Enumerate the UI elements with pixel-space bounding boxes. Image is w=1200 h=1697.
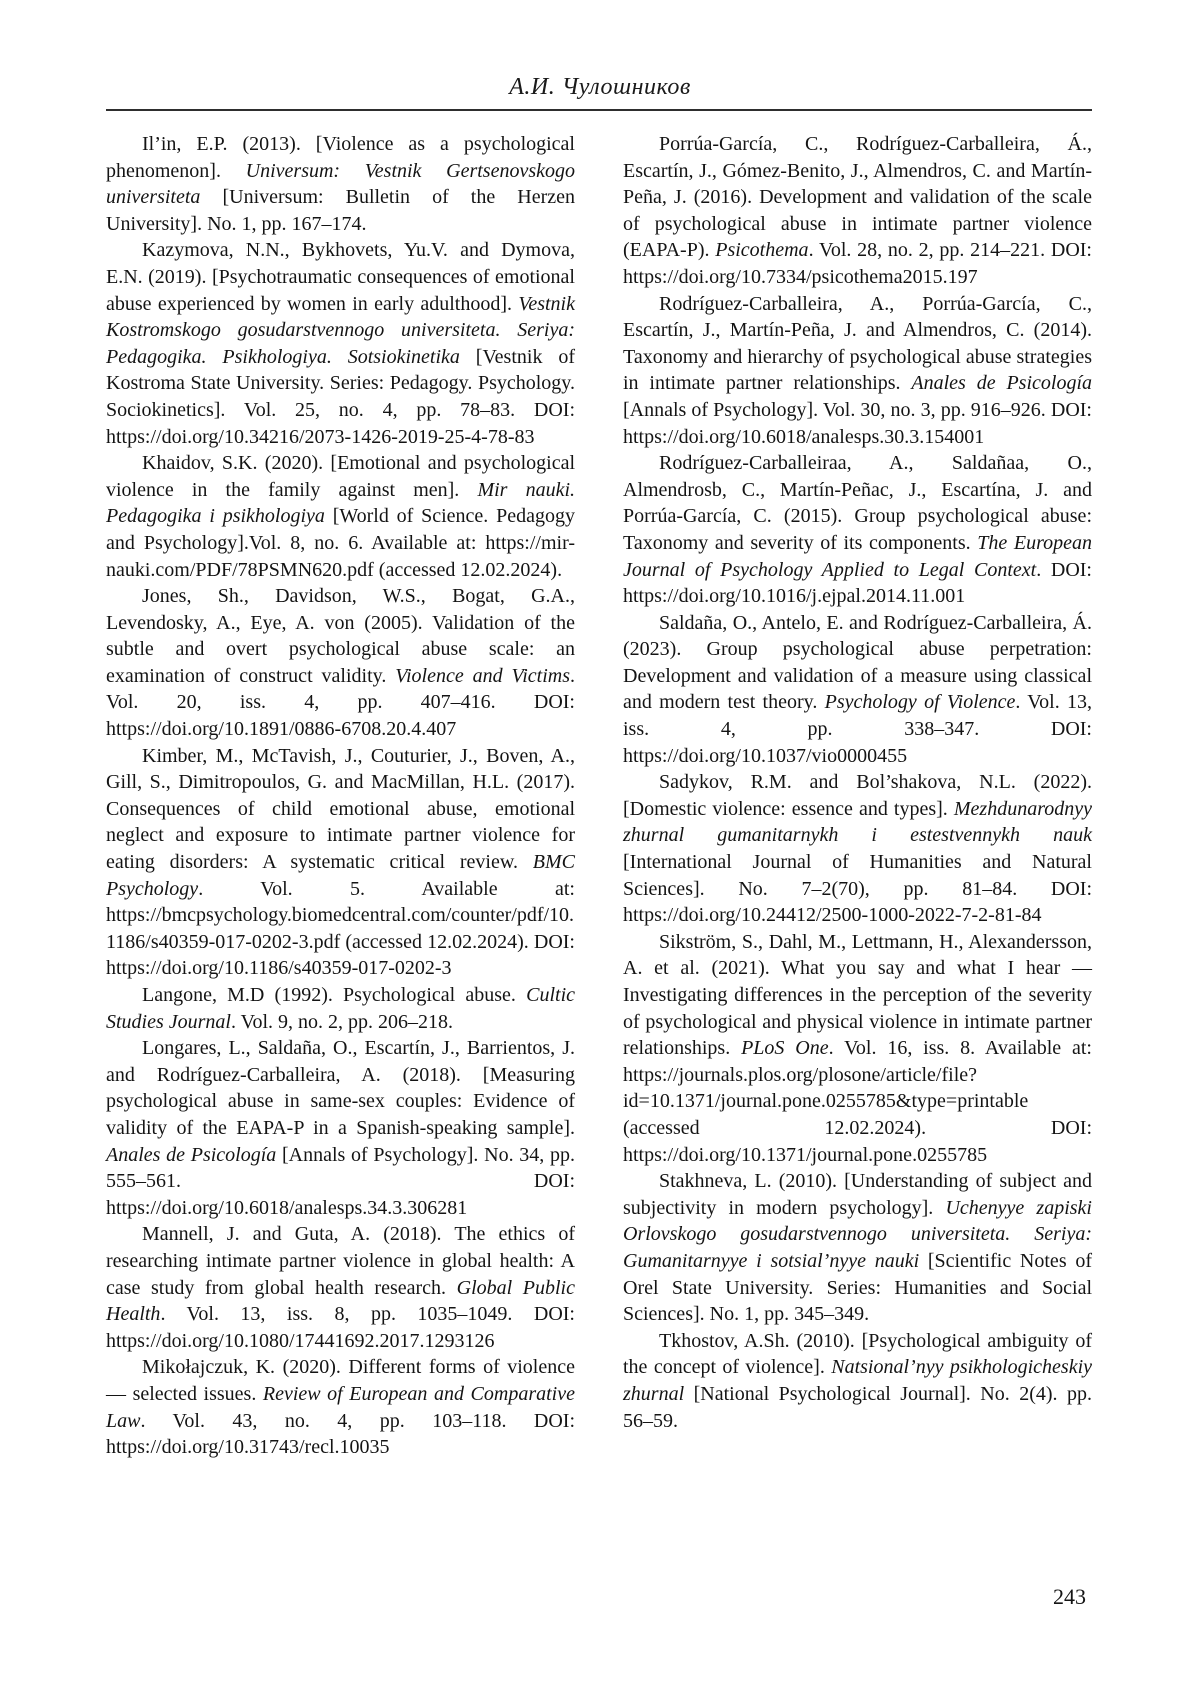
journal-title: Global Public Health [106,1276,575,1326]
journal-title: Mir nauki. Pedagogika i psikhologiya [106,478,575,528]
reference-text: . Vol. 9, no. 2, pp. 206–218. [231,1010,454,1033]
reference-text: . Vol. 5. Available at: https://bmcpsychology.biomedcentral.com/counter/pdf/10.1186/s40359-017-0202-3.pdf (accessed 12.02.2024). DOI: https://doi.org/10.1186/s40359-017-0202-3 [106,877,575,980]
journal-title: Psychology of Violence [824,691,1016,714]
reference-text: [World of Science. Pedagogy and Psychology].Vol. 8, no. 6. Available at: https://mir-nauki.com/PDF/78PSMN620.pdf (accessed 12.02.2024). [106,505,575,581]
reference-item [106,1354,575,1460]
reference-text: . Vol. 20, iss. 4, pp. 407–416. DOI: https://doi.org/10.1891/0886-6708.20.4.407 [106,664,575,741]
reference-text: Porrúa-García, C., Rodríguez-Carballeira, Á., Escartín, J., Gómez-Benito, J., Almendros, C. and Martín-Peña, J. (2016). Development and validation of the scale of psychological abuse in intimate partner violence (EAPA-P). [623,133,1092,262]
reference-item [106,743,575,982]
reference-text: . Vol. 28, no. 2, pp. 214–221. DOI: https://doi.org/10.7334/psicothema2015.197 [623,239,1092,288]
reference-item [106,982,575,1035]
journal-title: Anales de Psicología [911,372,1092,395]
reference-text: Tkhostov, A.Sh. (2010). [Psychological ambiguity of the concept of violence]. [623,1329,1092,1379]
reference-item [623,929,1092,1168]
reference-text: Kazymova, N.N., Bykhovets, Yu.V. and Dymova, E.N. (2019). [Psychotraumatic consequences of emotional abuse experienced by women in early adulthood]. [106,239,575,315]
reference-item [106,237,575,450]
reference-text: [Universum: Bulletin of the Herzen University]. No. 1, pp. 167–174. [106,186,575,235]
journal-title: Universum: Vestnik Gertsenovskogo universiteta [106,159,575,209]
reference-text: Jones, Sh., Davidson, W.S., Bogat, G.A., Levendosky, A., Eye, A. von (2005). Validation of the subtle and overt psychological abuse scale: an examination of construct validity. [106,585,575,687]
reference-text: [Scientific Notes of Orel State University. Series: Humanities and Social Sciences]. No. 1, pp. 345–349. [623,1249,1092,1326]
reference-item [106,583,575,743]
journal-title: PLoS One [741,1037,829,1060]
reference-text: [International Journal of Humanities and Natural Sciences]. No. 7–2(70), pp. 81–84. DOI: https://doi.org/10.24412/2500-1000-2022-7-2-81-84 [623,851,1092,927]
journal-title: Review of European and Comparative Law [106,1382,575,1432]
reference-item [623,291,1092,451]
journal-title: Psicothema [715,239,809,262]
journal-title: The European Journal of Psychology Applied to Legal Context [623,531,1093,581]
reference-text: . DOI: https://doi.org/10.1016/j.ejpal.2014.11.001 [623,558,1092,608]
reference-item [106,131,575,237]
page-number: 243 [1053,1584,1086,1609]
reference-item [623,769,1092,929]
reference-text: Mannell, J. and Guta, A. (2018). The ethics of researching intimate partner violence in global health: A case study from global health research. [106,1223,575,1299]
journal-title: Natsional’nyy psikhologicheskiy zhurnal [623,1356,1093,1405]
reference-text: [Vestnik of Kostroma State University. Series: Pedagogy. Psychology. Sociokinetics]. Vol. 25, no. 4, pp. 78–83. DOI: https://doi.org/10.34216/2073-1426-2019-25-4-78-83 [106,345,575,448]
reference-text: Khaidov, S.K. (2020). [Emotional and psychological violence in the family against men]. [106,452,575,501]
reference-column-left [106,131,575,1461]
journal-title: Anales de Psicología [106,1143,277,1166]
journal-title: Mezhdunarodnyy zhurnal gumanitarnykh i estestvennykh nauk [623,797,1092,847]
reference-text: . Vol. 43, no. 4, pp. 103–118. DOI: https://doi.org/10.31743/recl.10035 [106,1409,575,1459]
reference-text: Sikström, S., Dahl, M., Lettmann, H., Alexandersson, A. et al. (2021). What you say and what I hear — Investigating differences in the perception of the severity of psychological and physical violence in intimate partner relationships. [623,930,1092,1060]
reference-text: Rodríguez-Carballeiraa, A., Saldañaa, O., Almendrosb, C., Martín-Peñac, J., Escartína, J. and Porrúa-García, C. (2015). Group psychological abuse: Taxonomy and severity of its components. [623,452,1092,554]
journal-title: Cultic Studies Journal [106,984,575,1033]
reference-text: Stakhneva, L. (2010). [Understanding of subject and subjectivity in modern psychology]. [623,1170,1092,1219]
reference-text: Langone, M.D (1992). Psychological abuse. [142,984,527,1006]
reference-item [623,450,1092,610]
reference-text: Rodríguez-Carballeira, A., Porrúa-García, C., Escartín, J., Martín-Peña, J. and Almendros, C. (2014). Taxonomy and hierarchy of psychological abuse strategies in intimate partner relationships. [623,292,1092,395]
reference-text: [National Psychological Journal]. No. 2(4). pp. 56–59. [623,1382,1092,1432]
reference-item [106,450,575,583]
reference-text: Saldaña, O., Antelo, E. and Rodríguez-Carballeira, Á. (2023). Group psychological abuse perpetration: Development and validation of a measure using classical and modern test theory. [623,611,1092,714]
reference-column-right [623,131,1092,1461]
references-content [106,131,1092,1461]
journal-title: Vestnik Kostromskogo gosudarstvennogo universiteta. Seriya: Pedagogika. Psikhologiya. Sotsiokinetika [106,292,575,368]
reference-text: . Vol. 13, iss. 4, pp. 338–347. DOI: https://doi.org/10.1037/vio0000455 [623,691,1092,767]
running-head-author: А.И. Чулошников [509,74,691,100]
reference-text: Longares, L., Saldaña, O., Escartín, J., Barrientos, J. and Rodríguez-Carballeira, A. (2018). [Measuring psychological abuse in same-sex couples: Evidence of validity of the EAPA-P in a Spanish-speaking sample]. [106,1037,575,1139]
journal-title: Violence and Victims [395,664,570,687]
reference-text: [Annals of Psychology]. No. 34, pp. 555–561. DOI: https://doi.org/10.6018/analesps.34.3.306281 [106,1143,575,1219]
journal-title: Uchenyye zapiski Orlovskogo gosudarstvennogo universiteta. Seriya: Gumanitarnyye i sotsial’nyye nauki [623,1196,1092,1272]
reference-item [623,1328,1092,1434]
reference-text: Mikołajczuk, K. (2020). Different forms of violence — selected issues. [106,1356,575,1405]
reference-text: Il’in, E.P. (2013). [Violence as a psychological phenomenon]. [106,133,575,182]
reference-text: Kimber, M., McTavish, J., Couturier, J., Boven, A., Gill, S., Dimitropoulos, G. and MacMillan, H.L. (2017). Consequences of child emotional abuse, emotional neglect and exposure to intimate partner violence for eating disorders: A systematic critical review. [106,744,575,874]
header-rule [106,109,1092,111]
reference-text: Sadykov, R.M. and Bol’shakova, N.L. (2022). [Domestic violence: essence and types]. [623,771,1092,820]
reference-text: [Annals of Psychology]. Vol. 30, no. 3, pp. 916–926. DOI: https://doi.org/10.6018/analesps.30.3.154001 [623,398,1092,448]
reference-item [623,131,1092,291]
reference-item [106,1035,575,1221]
reference-item [623,1168,1092,1328]
reference-item [623,610,1092,770]
reference-item [106,1221,575,1354]
journal-title: BMC Psychology [106,851,575,900]
reference-text: . Vol. 16, iss. 8. Available at: https://journals.plos.org/plosone/article/file?id=10.1371/journal.pone.0255785&type=printable (accessed 12.02.2024). DOI: https://doi.org/10.1371/journal.pone.0255785 [623,1037,1092,1166]
reference-text: . Vol. 13, iss. 8, pp. 1035–1049. DOI: https://doi.org/10.1080/17441692.2017.1293126 [106,1303,575,1352]
